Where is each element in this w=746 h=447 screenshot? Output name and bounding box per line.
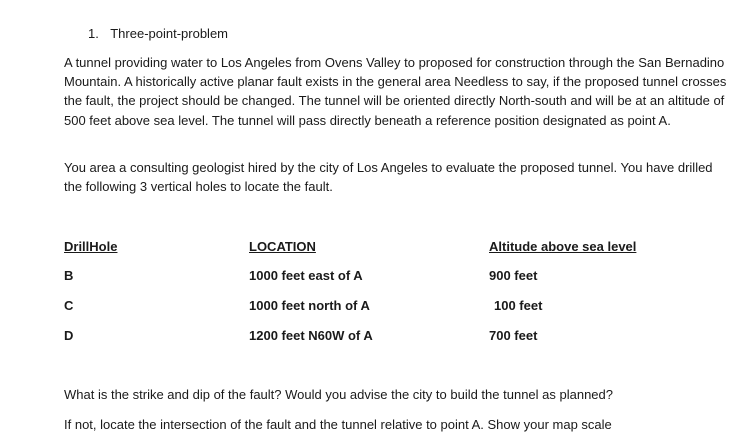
problem-heading — [88, 25, 228, 42]
header-location: LOCATION — [249, 239, 316, 254]
cell-drillhole-b: B — [64, 268, 74, 283]
context-paragraph: You area a consulting geologist hired by the city of Los Angeles to evaluate the proposed tunnel. You have drilled the following 3 vertical holes to locate the fault. — [64, 160, 713, 195]
cell-drillhole-c: C — [64, 298, 74, 313]
intro-paragraph: A tunnel providing water to Los Angeles from Ovens Valley to proposed for construction through the San Bernadino Mountain. A historically active planar fault exists in the general area Needless to say, if the proposed tunnel crosses the fault, the project should be changed. The tunnel will be oriented directly North-south and will be at an altitude of 500 feet above sea level. The tunnel will pass directly beneath a reference position designated as point A. — [64, 55, 727, 128]
cell-altitude-b: 900 feet — [489, 268, 538, 283]
header-altitude: Altitude above sea level — [489, 239, 637, 254]
cell-altitude-d: 700 feet — [489, 328, 538, 343]
question-intersection: If not, locate the intersection of the fault and the tunnel relative to point A. Show your map scale — [64, 417, 612, 432]
header-drillhole: DrillHole — [64, 239, 118, 254]
cell-location-b: 1000 feet east of A — [249, 268, 363, 283]
problem-title: Three-point-problem — [110, 26, 229, 41]
problem-number: 1. — [88, 26, 99, 41]
cell-drillhole-d: D — [64, 328, 74, 343]
cell-altitude-c: 100 feet — [494, 298, 543, 313]
cell-location-d: 1200 feet N60W of A — [249, 328, 373, 343]
question-strike-dip: What is the strike and dip of the fault? Would you advise the city to build the tunnel as planned? — [64, 387, 613, 402]
cell-location-c: 1000 feet north of A — [249, 298, 370, 313]
